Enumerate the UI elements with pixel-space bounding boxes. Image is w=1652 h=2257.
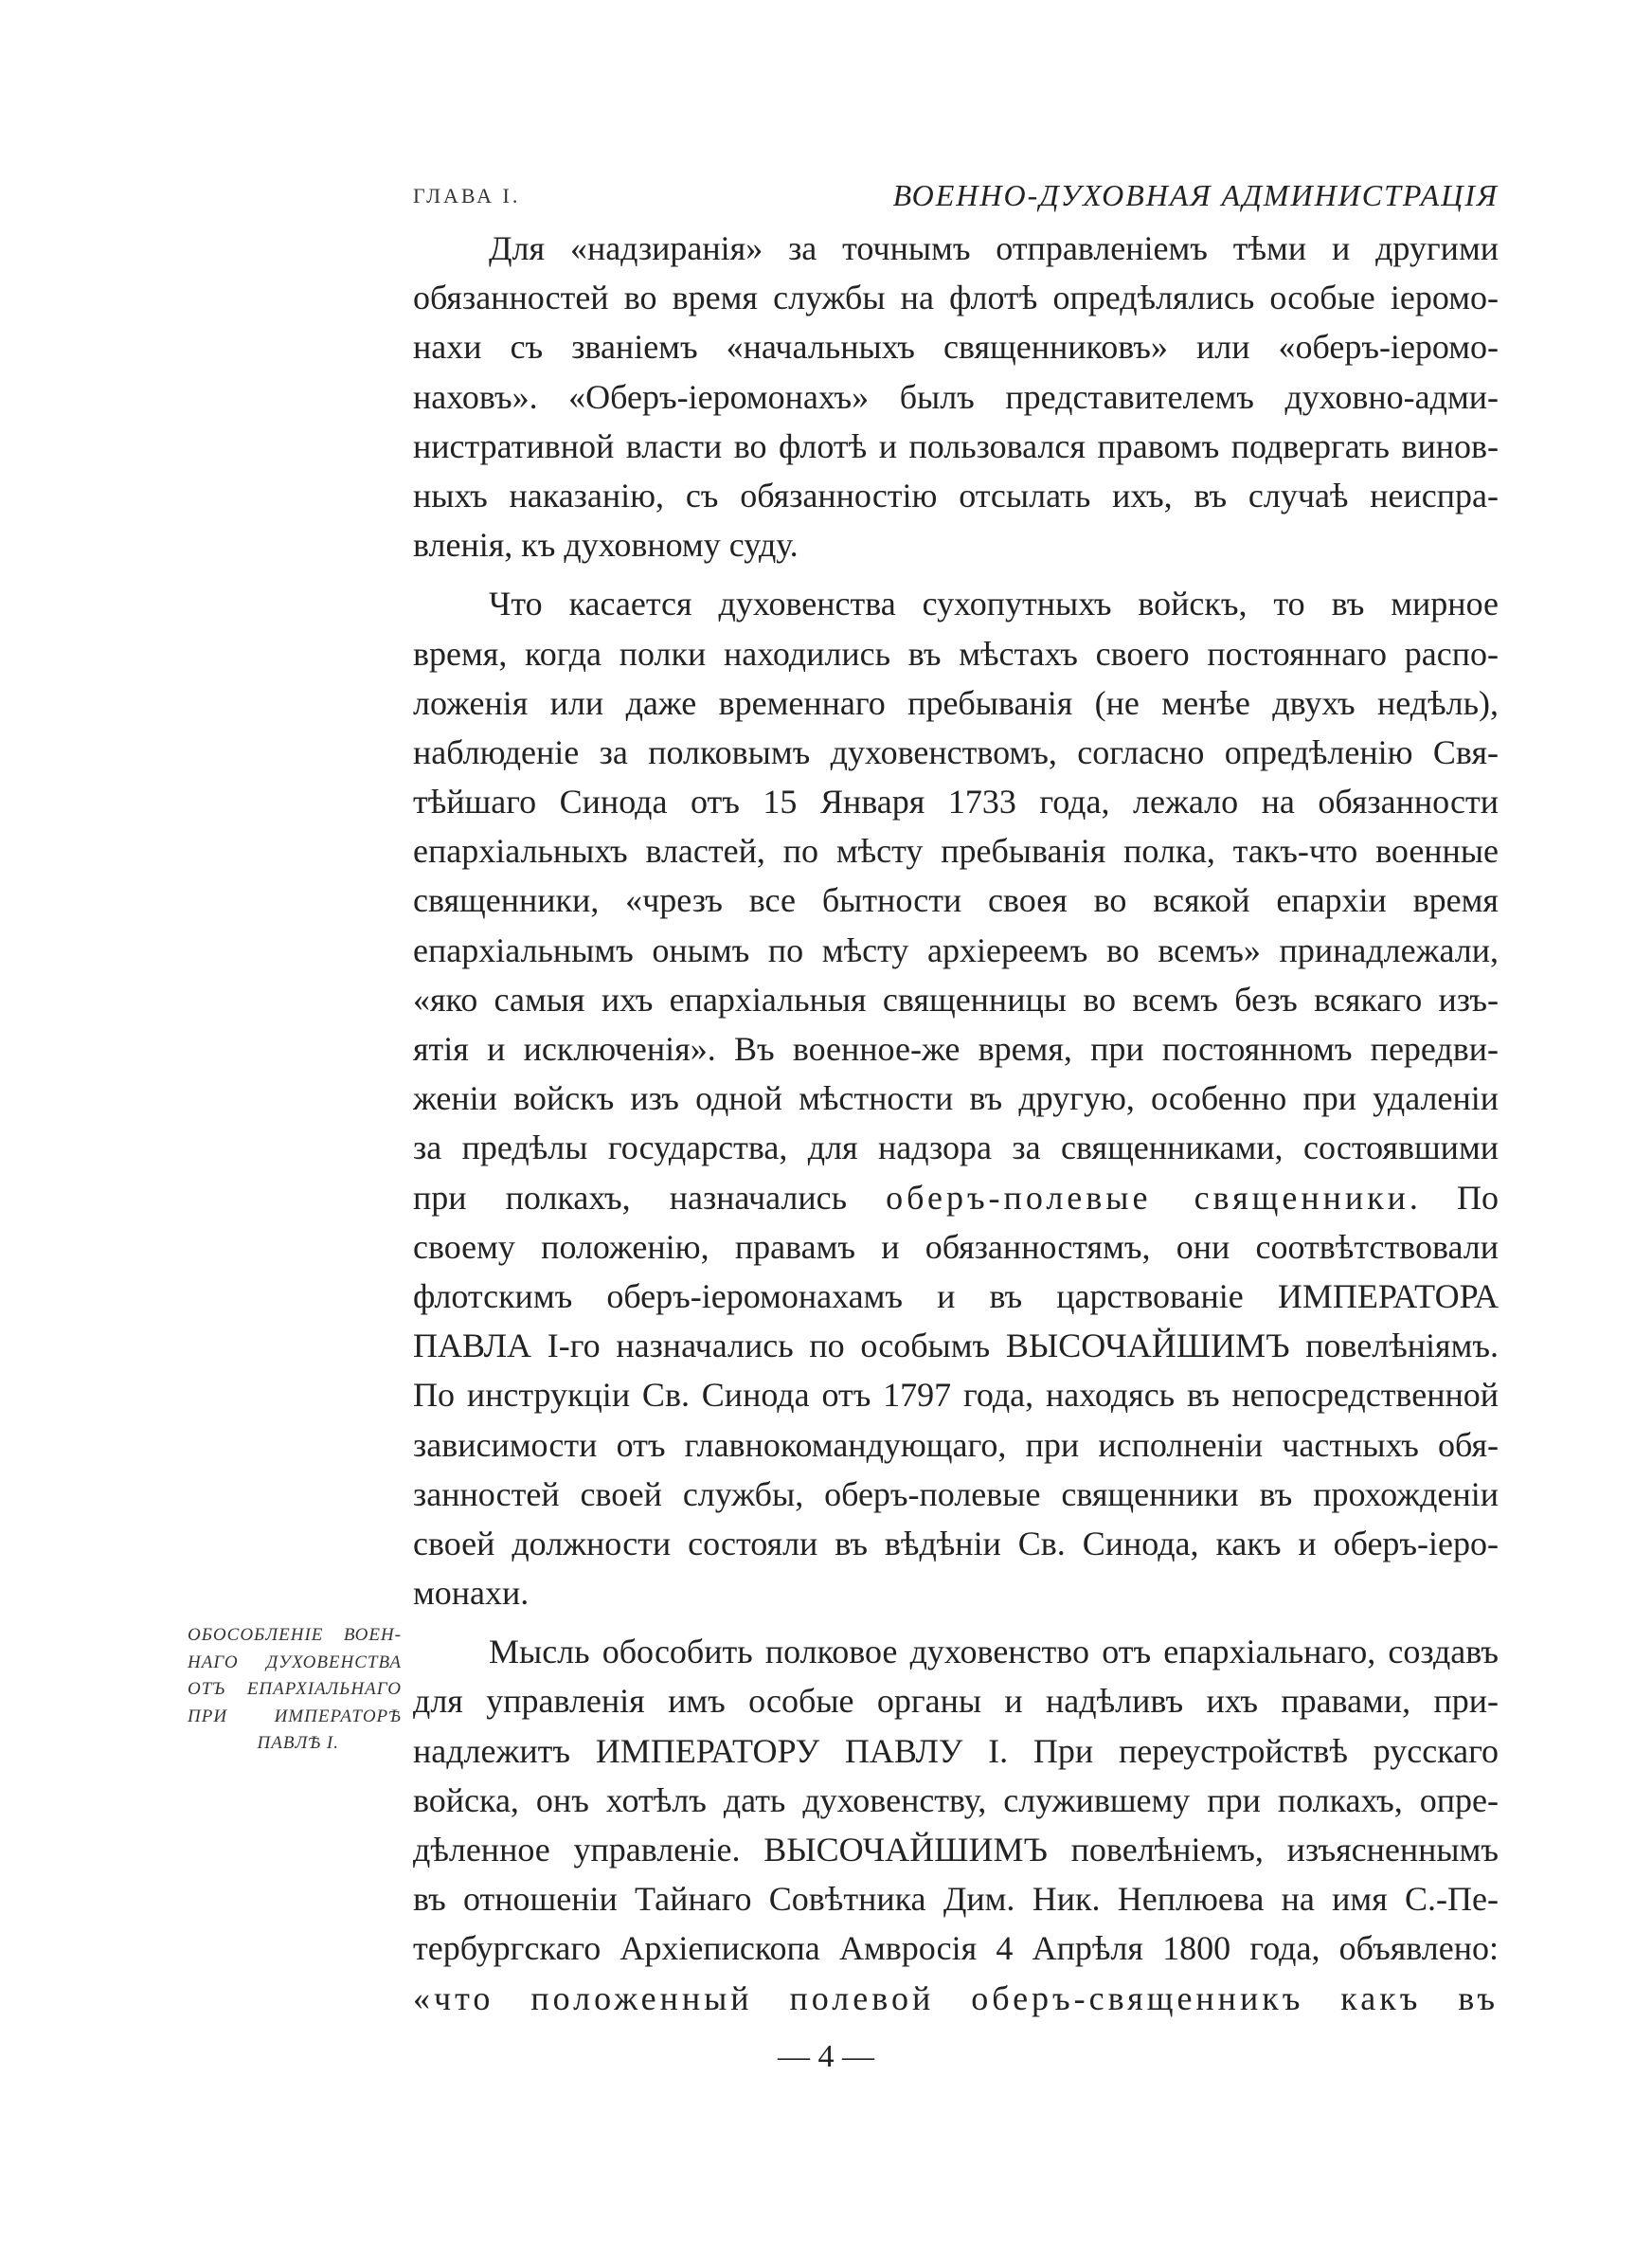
text-line: Мысль обособить полковое духовенство отъ епархіальнаго, создавъ	[489, 1633, 1499, 1671]
margin-note-line: ПРИ ИМПЕРАТОРѢ	[188, 1706, 402, 1726]
margin-note-line: ОБОСОБЛЕНІЕ ВОЕН-	[188, 1625, 402, 1645]
text-line: своей должности состояли въ вѣдѣніи Св. Синода, какъ и оберъ-іеро-	[413, 1524, 1499, 1562]
text-line: Что касается духовенства сухопутныхъ войскъ, то въ мирное	[489, 585, 1499, 623]
paragraph-gap	[413, 1617, 1499, 1627]
spaced-emphasis: оберъ-полевые священники	[886, 1178, 1410, 1217]
text-line: войска, онъ хотѣлъ дать духовенству, служившему при полкахъ, опре-	[413, 1780, 1499, 1819]
text-line	[413, 1173, 1499, 1222]
text-line: для управленія имъ особые органы и надѣливъ ихъ правами, при-	[413, 1682, 1499, 1721]
text-line: въ отношеніи Тайнаго Совѣтника Дим. Ник. Неплюева на имя С.-Пе-	[413, 1880, 1499, 1919]
text-line: зависимости отъ главнокомандующаго, при исполненіи частныхъ обя-	[413, 1425, 1499, 1464]
text-line: занностей своей службы, оберъ-полевые священники въ прохожденіи	[413, 1474, 1499, 1513]
text-line: женіи войскъ изъ одной мѣстности въ другую, особенно при удаленіи	[413, 1079, 1499, 1118]
text-line: за предѣлы государства, для надзора за священниками, состоявшими	[413, 1128, 1499, 1167]
text-line: ПАВЛА I-го назначались по особымъ ВЫСОЧАЙШИМЪ повелѣніямъ.	[413, 1327, 1499, 1365]
text-segment: . По	[1409, 1178, 1499, 1217]
text-line: нахи съ званіемъ «начальныхъ священниковъ» или «оберъ-іеромо-	[413, 328, 1499, 367]
text-line: монахи.	[413, 1574, 530, 1613]
text-line: Для «надзиранія» за точнымъ отправленіемъ тѣми и другими	[489, 229, 1499, 267]
text-line: «что положенный полевой оберъ-священникъ какъ въ	[413, 1978, 1499, 2017]
text-line: дѣленное управленіе. ВЫСОЧАЙШИМЪ повелѣніемъ, изъясненнымъ	[413, 1831, 1499, 1869]
text-line: наховъ». «Оберъ-іеромонахъ» былъ представителемъ духовно-адми-	[413, 377, 1499, 416]
text-line: ложенія или даже временнаго пребыванія (не менѣе двухъ недѣль),	[413, 683, 1499, 722]
running-title: ВОЕННО-ДУХОВНАЯ АДМИНИСТРАЦІЯ	[892, 178, 1499, 212]
text-line: своему положенію, правамъ и обязанностямъ, они соотвѣтствовали	[413, 1227, 1499, 1266]
text-line: тербургскаго Архіепископа Амвросія 4 Апрѣля 1800 года, объявлено:	[413, 1929, 1499, 1968]
text-line: священники, «чрезъ все бытности своея во всякой епархіи время	[413, 881, 1499, 920]
text-line: тѣйшаго Синода отъ 15 Января 1733 года, лежало на обязанности	[413, 783, 1499, 822]
text-line: время, когда полки находились въ мѣстахъ своего постояннаго распо-	[413, 634, 1499, 673]
paragraph-gap	[413, 569, 1499, 579]
body-text	[413, 224, 1499, 2023]
margin-note-line: ОТЪ ЕПАРХІАЛЬНАГО	[188, 1679, 402, 1699]
text-line: «яко самыя ихъ епархіальныя священницы во всемъ безъ всякаго изъ-	[413, 980, 1499, 1019]
text-line: По инструкціи Св. Синода отъ 1797 года, находясь въ непосредственной	[413, 1376, 1499, 1415]
text-line: ныхъ наказанію, съ обязанностію отсылать ихъ, въ случаѣ неиспра-	[413, 476, 1499, 515]
margin-note-line: НАГО ДУХОВЕНСТВА	[188, 1652, 402, 1672]
margin-note-line: ПАВЛѢ I.	[257, 1733, 339, 1753]
running-header	[413, 178, 1499, 216]
text-line: наблюденіе за полковымъ духовенствомъ, согласно опредѣленію Свя-	[413, 732, 1499, 771]
text-line: надлежитъ ИМПЕРАТОРУ ПАВЛУ I. При переустройствѣ русскаго	[413, 1731, 1499, 1770]
text-segment: при полкахъ, назначались	[413, 1178, 847, 1217]
chapter-label: ГЛАВА I.	[413, 184, 521, 208]
text-line: флотскимъ оберъ-іеромонахамъ и въ царствованіе ИМПЕРАТОРА	[413, 1276, 1499, 1315]
text-line: епархіальныхъ властей, по мѣсту пребыванія полка, такъ-что военные	[413, 832, 1499, 871]
page-number: — 4 —	[778, 2039, 874, 2074]
text-line: ятія и исключенія». Въ военное-же время, при постоянномъ передви-	[413, 1030, 1499, 1068]
text-line: обязанностей во время службы на флотѣ опредѣлялись особые іеромо-	[413, 279, 1499, 317]
text-line: вленія, къ духовному суду.	[413, 526, 799, 565]
margin-note	[188, 1622, 402, 1758]
text-line: епархіальнымъ онымъ по мѣсту архіереемъ во всемъ» принадлежали,	[413, 930, 1499, 969]
text-line: нистративной власти во флотѣ и пользовался правомъ подвергать винов-	[413, 426, 1499, 465]
